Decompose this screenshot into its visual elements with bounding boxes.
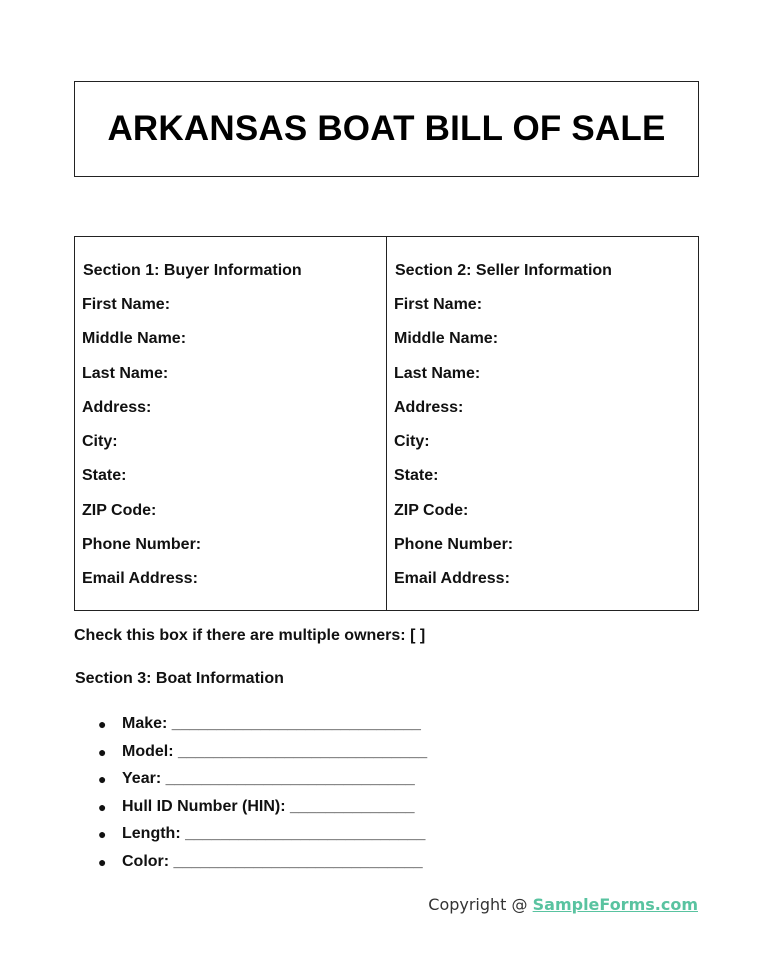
seller-state-label: State: bbox=[394, 467, 439, 485]
list-item bbox=[98, 796, 427, 824]
bullet-icon: ● bbox=[98, 716, 107, 732]
buyer-address-label: Address: bbox=[82, 398, 152, 416]
boat-color-field[interactable]: Color: ____________________________ bbox=[122, 852, 423, 870]
seller-city-label: City: bbox=[394, 433, 430, 451]
seller-column bbox=[386, 237, 697, 610]
seller-address-label: Address: bbox=[394, 398, 464, 416]
bullet-icon: ● bbox=[98, 743, 107, 760]
bullet-icon: ● bbox=[98, 798, 107, 815]
boat-info-list bbox=[98, 713, 427, 879]
list-item bbox=[98, 823, 427, 851]
list-item bbox=[98, 768, 427, 796]
buyer-middle-name-label: Middle Name: bbox=[82, 330, 187, 348]
list-item bbox=[98, 851, 427, 879]
copyright-text: Copyright @ bbox=[428, 895, 533, 914]
boat-model-field[interactable]: Model: ____________________________ bbox=[122, 742, 428, 760]
copyright-footer bbox=[428, 895, 698, 914]
bullet-icon: ● bbox=[98, 771, 107, 788]
seller-middle-name-label: Middle Name: bbox=[394, 330, 499, 348]
boat-year-field[interactable]: Year: ____________________________ bbox=[122, 770, 415, 788]
sampleforms-link[interactable]: SampleForms.com bbox=[532, 895, 698, 914]
buyer-first-name-label: First Name: bbox=[82, 296, 171, 313]
bullet-icon: ● bbox=[98, 826, 107, 843]
boat-section-heading: Section 3: Boat Information bbox=[75, 670, 284, 687]
list-item bbox=[98, 713, 427, 741]
seller-first-name-label: First Name: bbox=[394, 296, 483, 313]
document-title: ARKANSAS BOAT BILL OF SALE bbox=[107, 109, 666, 148]
seller-section-heading: Section 2: Seller Information bbox=[395, 262, 612, 279]
buyer-city-label: City: bbox=[82, 433, 118, 451]
title-box bbox=[74, 81, 699, 177]
buyer-column bbox=[75, 237, 386, 610]
buyer-zip-label: ZIP Code: bbox=[82, 501, 157, 519]
list-item bbox=[98, 741, 427, 769]
boat-hin-field[interactable]: Hull ID Number (HIN): ______________ bbox=[122, 797, 415, 815]
boat-length-field[interactable]: Length: ___________________________ bbox=[122, 825, 426, 843]
seller-email-label: Email Address: bbox=[394, 570, 510, 588]
boat-make-field[interactable]: Make: ____________________________ bbox=[122, 715, 421, 732]
buyer-state-label: State: bbox=[82, 467, 127, 485]
buyer-email-label: Email Address: bbox=[82, 570, 198, 588]
buyer-section-heading: Section 1: Buyer Information bbox=[83, 262, 302, 279]
multiple-owners-checkbox-line[interactable]: Check this box if there are multiple owners: [ ] bbox=[74, 627, 426, 644]
seller-last-name-label: Last Name: bbox=[394, 364, 481, 382]
buyer-phone-label: Phone Number: bbox=[82, 536, 202, 554]
buyer-last-name-label: Last Name: bbox=[82, 364, 169, 382]
seller-phone-label: Phone Number: bbox=[394, 536, 514, 554]
seller-zip-label: ZIP Code: bbox=[394, 501, 469, 519]
party-info-table bbox=[74, 236, 699, 611]
bullet-icon: ● bbox=[98, 853, 107, 870]
